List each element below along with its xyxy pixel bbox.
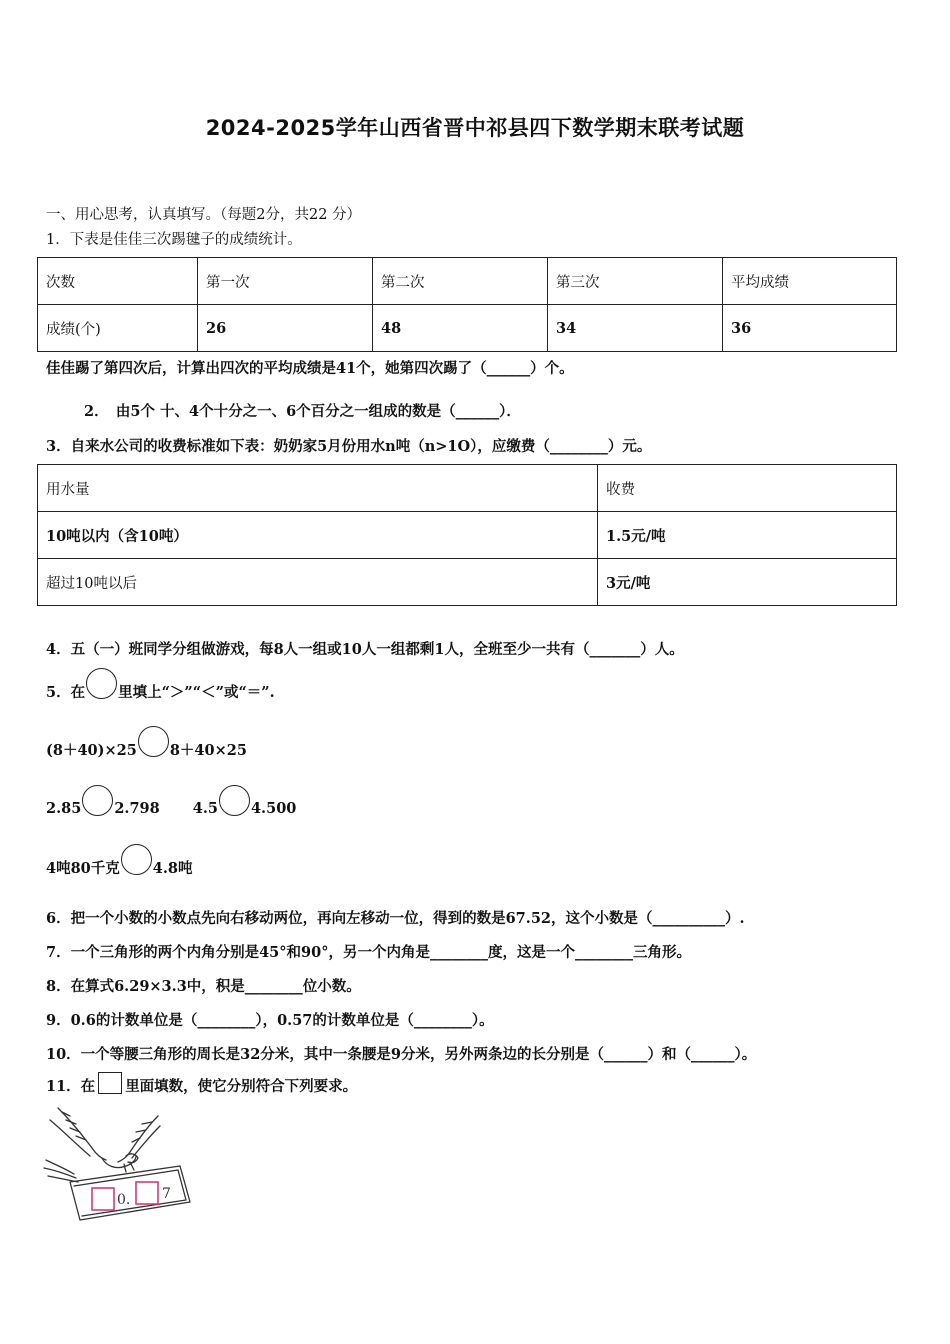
question-9: 9．0.6的计数单位是（________），0.57的计数单位是（________）。 <box>46 1012 494 1029</box>
comparison-row <box>46 734 247 765</box>
q1-value-cell: 26 <box>198 305 373 352</box>
q1-value-cell: 36 <box>723 305 897 352</box>
question-8: 8．在算式6.29×3.3中，积是________位小数。 <box>46 978 361 995</box>
question-1: 1．下表是佳佳三次踢毽子的成绩统计。 <box>46 232 302 248</box>
q1-header-cell: 平均成绩 <box>723 258 897 305</box>
blank-box-icon <box>136 1182 158 1204</box>
question-5 <box>46 676 275 707</box>
q1-table <box>37 257 897 352</box>
q3-cell: 3元/吨 <box>598 559 897 606</box>
q3-cell: 10吨以内（含10吨） <box>38 512 598 559</box>
comparison-right: 4.8吨 <box>152 860 193 877</box>
q1-value-cell: 48 <box>373 305 548 352</box>
compare-circle-icon[interactable] <box>121 844 152 875</box>
compare-circle-icon[interactable] <box>219 785 250 816</box>
q1-header-cell: 次数 <box>38 258 198 305</box>
q3-cell: 超过10吨以后 <box>38 559 598 606</box>
q5-suffix: 里填上“＞”“＜”或“＝”. <box>118 684 275 701</box>
comparison-left: (8＋40)×25 <box>46 742 137 759</box>
comparison-left: 2.85 <box>46 800 82 817</box>
q3-table <box>37 464 897 606</box>
q1-header-cell: 第三次 <box>548 258 723 305</box>
question-4: 4．五（一）班同学分组做游戏，每8人一组或10人一组都剩1人，全班至少一共有（_______）人。 <box>46 641 684 658</box>
question-3: 3．自来水公司的收费标准如下表：奶奶家5月份用水n吨（n>1O），应缴费（________）元。 <box>46 438 652 455</box>
comparison-left: 4吨80千克 <box>46 860 120 877</box>
q3-cell: 1.5元/吨 <box>598 512 897 559</box>
q5-prefix: 5．在 <box>46 684 86 701</box>
blank-box-icon <box>92 1188 114 1210</box>
blank-box-icon <box>98 1072 122 1094</box>
q1-header-cell: 第二次 <box>373 258 548 305</box>
sign-text: 7 <box>162 1186 171 1202</box>
q3-header-cell: 收费 <box>598 465 897 512</box>
q3-header-cell: 用水量 <box>38 465 598 512</box>
section-heading: 一、用心思考，认真填写。（每题2分，共22 分） <box>46 207 362 223</box>
compare-circle-icon <box>86 668 117 699</box>
comparison-row <box>46 793 296 824</box>
question-2: 2． 由5个 十、4个十分之一、6个百分之一组成的数是（______）． <box>84 403 521 420</box>
q1-header-cell: 第一次 <box>198 258 373 305</box>
q11-prefix: 11．在 <box>46 1077 96 1095</box>
question-7: 7．一个三角形的两个内角分别是45°和90°，另一个内角是________度，这是一个________三角形。 <box>46 944 691 961</box>
comparison-left: 4.5 <box>192 800 218 817</box>
page-title: 2024-2025学年山西省晋中祁县四下数学期末联考试题 <box>205 116 745 140</box>
comparison-right: 4.500 <box>250 800 297 817</box>
compare-circle-icon[interactable] <box>82 785 113 816</box>
sign-text: 0. <box>117 1192 131 1208</box>
bird-sign-illustration <box>40 1102 200 1227</box>
question-1-followup: 佳佳踢了第四次后，计算出四次的平均成绩是41个，她第四次踢了（______）个。 <box>46 360 574 377</box>
compare-circle-icon[interactable] <box>138 726 169 757</box>
q1-value-cell: 34 <box>548 305 723 352</box>
question-11 <box>46 1074 357 1096</box>
q11-suffix: 里面填数，使它分别符合下列要求。 <box>125 1077 358 1095</box>
question-10: 10．一个等腰三角形的周长是32分米，其中一条腰是9分米，另外两条边的长分别是（______）和（______）。 <box>46 1046 757 1063</box>
comparison-right: 8＋40×25 <box>169 742 247 759</box>
comparison-row <box>46 852 193 883</box>
comparison-right: 2.798 <box>114 800 160 817</box>
question-6: 6．把一个小数的小数点先向右移动两位，再向左移动一位，得到的数是67.52，这个小数是（__________）. <box>46 910 745 927</box>
q1-row-label: 成绩(个) <box>38 305 198 352</box>
bird-icon <box>40 1102 200 1227</box>
